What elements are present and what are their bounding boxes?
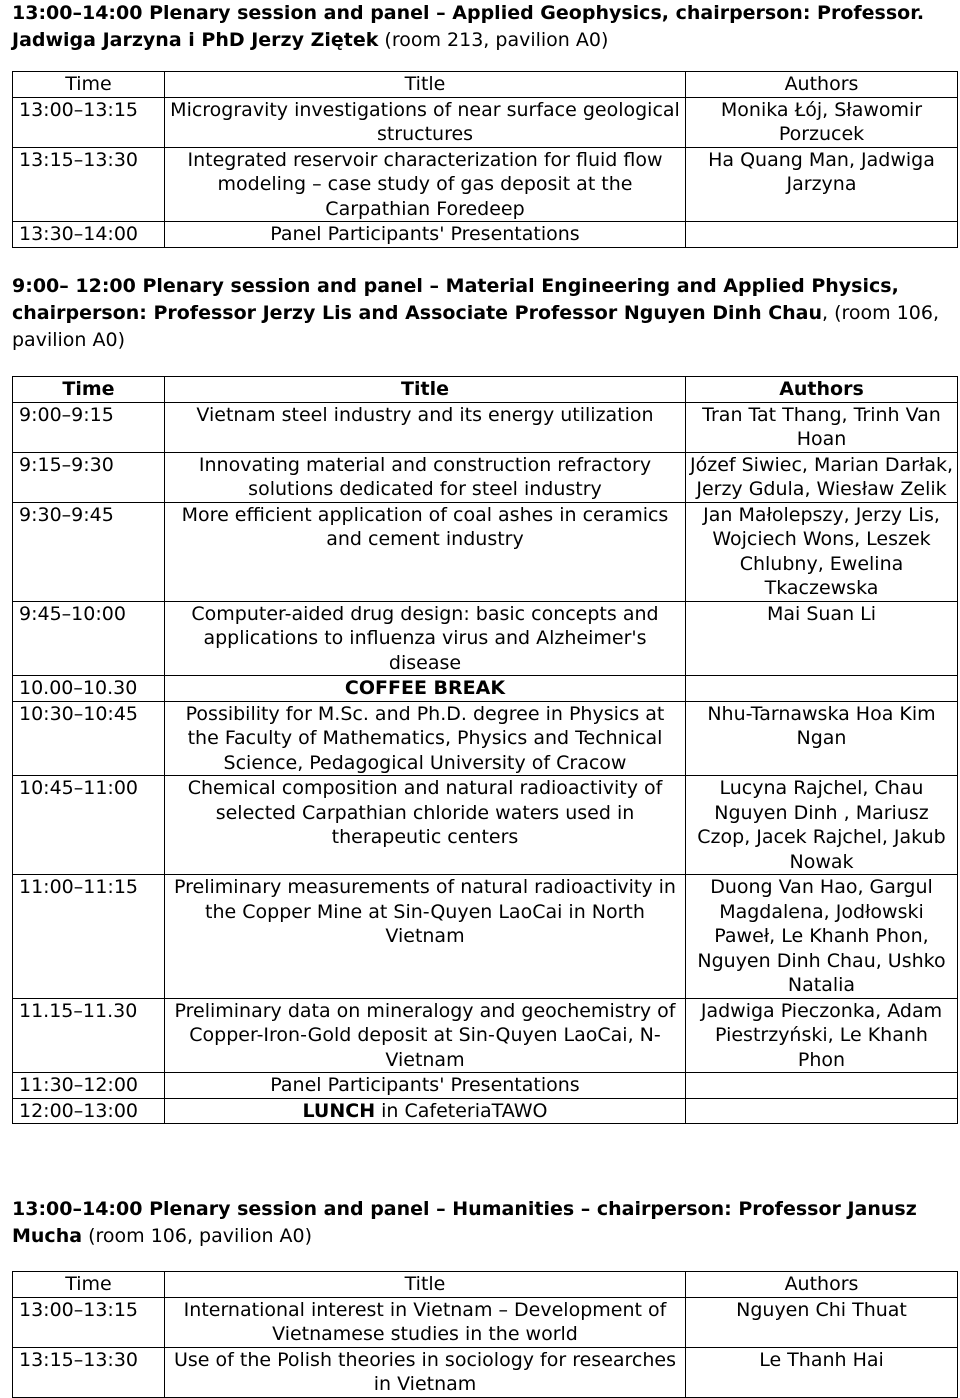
table-row: [13, 998, 958, 1073]
table-row: [13, 1347, 958, 1397]
table-header-row: [13, 72, 958, 98]
table-header-row: [13, 1272, 958, 1298]
row-authors: Jadwiga Pieczonka, Adam Piestrzyński, Le Khanh Phon: [686, 998, 958, 1073]
row-title: Possibility for M.Sc. and Ph.D. degree in Physics at the Faculty of Mathematics, Physics and Technical Science, Pedagogical University of Cracow: [165, 701, 686, 776]
row-time: 11:00–11:15: [13, 875, 165, 999]
row-authors: Nhu-Tarnawska Hoa Kim Ngan: [686, 701, 958, 776]
geophysics-schedule-table: [12, 71, 958, 248]
row-title: Chemical composition and natural radioactivity of selected Carpathian chloride waters used in therapeutic centers: [165, 776, 686, 875]
table-row: [13, 875, 958, 999]
row-time: 10:45–11:00: [13, 776, 165, 875]
row-time: 9:30–9:45: [13, 502, 165, 601]
row-authors: Nguyen Chi Thuat: [686, 1297, 958, 1347]
table-row: [13, 97, 958, 147]
table-row: [13, 601, 958, 676]
row-time: 13:15–13:30: [13, 1347, 165, 1397]
header-title: Title: [165, 1272, 686, 1298]
table-header-row: [13, 377, 958, 403]
row-title: Preliminary data on mineralogy and geochemistry of Copper-Iron-Gold deposit at Sin-Quyen LaoCai, N-Vietnam: [165, 998, 686, 1073]
lunch-label: LUNCH: [302, 1099, 376, 1122]
header-authors: Authors: [686, 1272, 958, 1298]
header-title: Title: [165, 72, 686, 98]
row-time: 12:00–13:00: [13, 1098, 165, 1124]
row-authors: Duong Van Hao, Gargul Magdalena, Jodłowski Paweł, Le Khanh Phon, Nguyen Dinh Chau, Ushko Natalia: [686, 875, 958, 999]
table-row: [13, 222, 958, 248]
header-authors: Authors: [686, 72, 958, 98]
header-title: Title: [165, 377, 686, 403]
table-row: [13, 402, 958, 452]
row-authors: Le Thanh Hai: [686, 1347, 958, 1397]
row-title: [165, 1098, 686, 1124]
table-row: [13, 1098, 958, 1124]
room-info: (room 213, pavilion A0): [378, 29, 609, 51]
materials-schedule-table: [12, 376, 958, 1124]
row-authors: Tran Tat Thang, Trinh Van Hoan: [686, 402, 958, 452]
table-row: [13, 502, 958, 601]
session-materials-heading: [12, 273, 958, 354]
room-info: (room 106, pavilion A0): [82, 1225, 313, 1247]
table-row: [13, 776, 958, 875]
row-authors: Jan Małolepszy, Jerzy Lis, Wojciech Wons, Leszek Chlubny, Ewelina Tkaczewska: [686, 502, 958, 601]
row-authors: Ha Quang Man, Jadwiga Jarzyna: [686, 147, 958, 222]
row-time: 13:15–13:30: [13, 147, 165, 222]
session-humanities-heading: [12, 1196, 958, 1250]
session-geophysics-heading: [12, 0, 958, 54]
row-time: 13:00–13:15: [13, 1297, 165, 1347]
row-time: 11:30–12:00: [13, 1073, 165, 1099]
row-authors: Józef Siwiec, Marian Darłak, Jerzy Gdula, Wiesław Zelik: [686, 452, 958, 502]
row-title: Computer-aided drug design: basic concepts and applications to influenza virus and Alzheimer's disease: [165, 601, 686, 676]
room-info: , (room 106, pavilion A0): [12, 302, 940, 351]
lunch-location: in CafeteriaTAWO: [375, 1099, 548, 1122]
table-row: [13, 452, 958, 502]
header-time: Time: [13, 377, 165, 403]
row-time: 11.15–11.30: [13, 998, 165, 1073]
row-time: 9:45–10:00: [13, 601, 165, 676]
header-time: Time: [13, 72, 165, 98]
row-title: Microgravity investigations of near surface geological structures: [165, 97, 686, 147]
coffee-break-label: COFFEE BREAK: [344, 677, 506, 699]
row-authors: [686, 222, 958, 248]
row-title: International interest in Vietnam – Development of Vietnamese studies in the world: [165, 1297, 686, 1347]
row-authors: Monika Łój, Sławomir Porzucek: [686, 97, 958, 147]
row-time: 13:30–14:00: [13, 222, 165, 248]
table-row: [13, 1297, 958, 1347]
humanities-schedule-table: [12, 1271, 958, 1398]
row-time: 9:15–9:30: [13, 452, 165, 502]
session-title: 13:00–14:00 Plenary session and panel – Applied Geophysics, chairperson: Professor.: [12, 2, 925, 24]
table-row: [13, 147, 958, 222]
row-title: Vietnam steel industry and its energy utilization: [165, 402, 686, 452]
row-title: Panel Participants' Presentations: [165, 1073, 686, 1099]
row-authors: [686, 676, 958, 702]
table-row: [13, 676, 958, 702]
row-title: [165, 676, 686, 702]
header-time: Time: [13, 1272, 165, 1298]
row-time: 10.00–10.30: [13, 676, 165, 702]
header-authors: Authors: [686, 377, 958, 403]
table-row: [13, 1073, 958, 1099]
row-authors: [686, 1073, 958, 1099]
row-authors: Mai Suan Li: [686, 601, 958, 676]
row-title: Integrated reservoir characterization for fluid flow modeling – case study of gas deposit at the Carpathian Foredeep: [165, 147, 686, 222]
chairperson-names: Jadwiga Jarzyna i PhD Jerzy Ziętek: [12, 29, 379, 51]
row-title: Panel Participants' Presentations: [165, 222, 686, 248]
row-title: Use of the Polish theories in sociology for researches in Vietnam: [165, 1347, 686, 1397]
row-time: 10:30–10:45: [13, 701, 165, 776]
row-authors: [686, 1098, 958, 1124]
session-title: 9:00– 12:00 Plenary session and panel – Material Engineering and Applied Physics, chairperson: Professor Jerzy Lis and Associate Professor Nguyen Dinh Chau: [12, 275, 899, 324]
row-time: 13:00–13:15: [13, 97, 165, 147]
session-title: 13:00–14:00 Plenary session and panel – Humanities – chairperson: Professor Janusz Mucha: [12, 1198, 917, 1247]
table-row: [13, 701, 958, 776]
row-authors: Lucyna Rajchel, Chau Nguyen Dinh , Mariusz Czop, Jacek Rajchel, Jakub Nowak: [686, 776, 958, 875]
row-title: More efficient application of coal ashes in ceramics and cement industry: [165, 502, 686, 601]
row-time: 9:00–9:15: [13, 402, 165, 452]
row-title: Preliminary measurements of natural radioactivity in the Copper Mine at Sin-Quyen LaoCai in North Vietnam: [165, 875, 686, 999]
row-title: Innovating material and construction refractory solutions dedicated for steel industry: [165, 452, 686, 502]
